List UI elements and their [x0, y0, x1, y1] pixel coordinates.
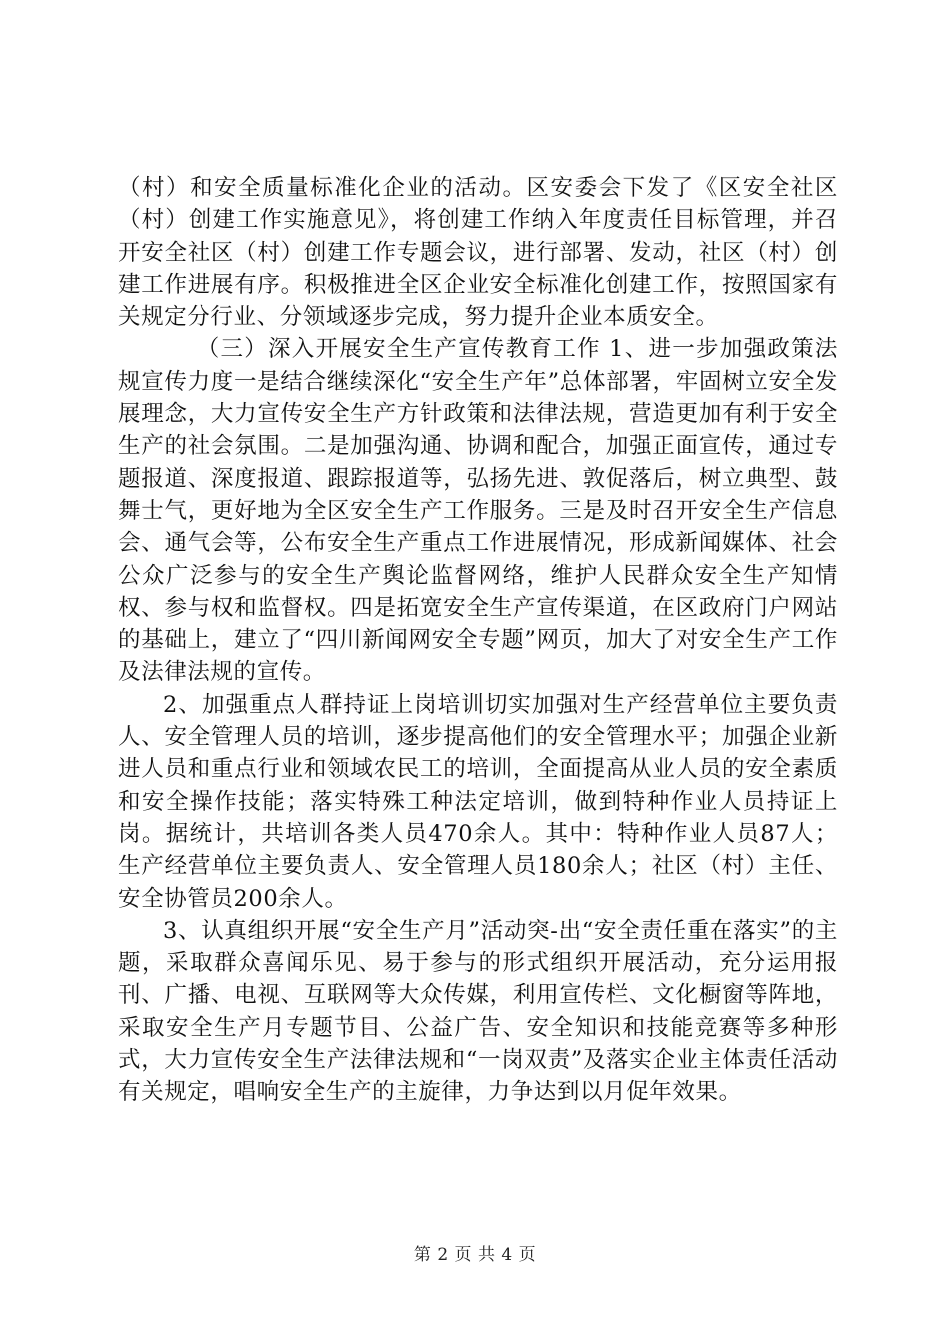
paragraph-item-3: 3、认真组织开展“安全生产月”活动突-出“安全责任重在落实”的主题，采取群众喜闻乐见、易于参与的形式组织开展活动，充分运用报刊、广播、电视、互联网等大众传媒，利用宣传栏、文化橱窗等阵地，采取安全生产月专题节目、公益广告、安全知识和技能竞赛等多种形式，大力宣传安全生产法律法规和“一岗双责”及落实企业主体责任活动有关规定，唱响安全生产的主旋律，力争达到以月促年效果。: [118, 917, 838, 1106]
paragraph-continuation: （村）和安全质量标准化企业的活动。区安委会下发了《区安全社区（村）创建工作实施意见》，将创建工作纳入年度责任目标管理，并召开安全社区（村）创建工作专题会议，进行部署、发动，社区（村）创建工作进展有序。积极推进全区企业安全标准化创建工作，按照国家有关规定分行业、分领域逐步完成，努力提升企业本质安全。: [118, 175, 838, 331]
paragraph-section-3: （三）深入开展安全生产宣传教育工作 1、进一步加强政策法规宣传力度一是结合继续深化“安全生产年”总体部署，牢固树立安全发展理念，大力宣传安全生产方针政策和法律法规，营造更加有利于安全生产的社会氛围。二是加强沟通、协调和配合，加强正面宣传，通过专题报道、深度报道、跟踪报道等，弘扬先进、敦促落后，树立典型、鼓舞士气，更好地为全区安全生产工作服务。三是及时召开安全生产信息会、通气会等，公布安全生产重点工作进展情况，形成新闻媒体、社会公众广泛参与的安全生产舆论监督网络，维护人民群众安全生产知情权、参与权和监督权。四是拓宽安全生产宣传渠道，在区政府门户网站的基础上，建立了“四川新闻网安全专题”网页，加大了对安全生产工作及法律法规的宣传。: [118, 336, 838, 686]
document-body: [118, 172, 838, 1109]
paragraph-item-2: 2、加强重点人群持证上岗培训切实加强对生产经营单位主要负责人、安全管理人员的培训，逐步提高他们的安全管理水平；加强企业新进人员和重点行业和领域农民工的培训，全面提高从业人员的安全素质和安全操作技能；落实特殊工种法定培训，做到特种作业人员持证上岗。据统计，共培训各类人员470余人。其中：特种作业人员87人；生产经营单位主要负责人、安全管理人员180余人；社区（村）主任、安全协管员200余人。: [118, 691, 838, 912]
page-number-footer: 第 2 页 共 4 页: [413, 1245, 537, 1265]
